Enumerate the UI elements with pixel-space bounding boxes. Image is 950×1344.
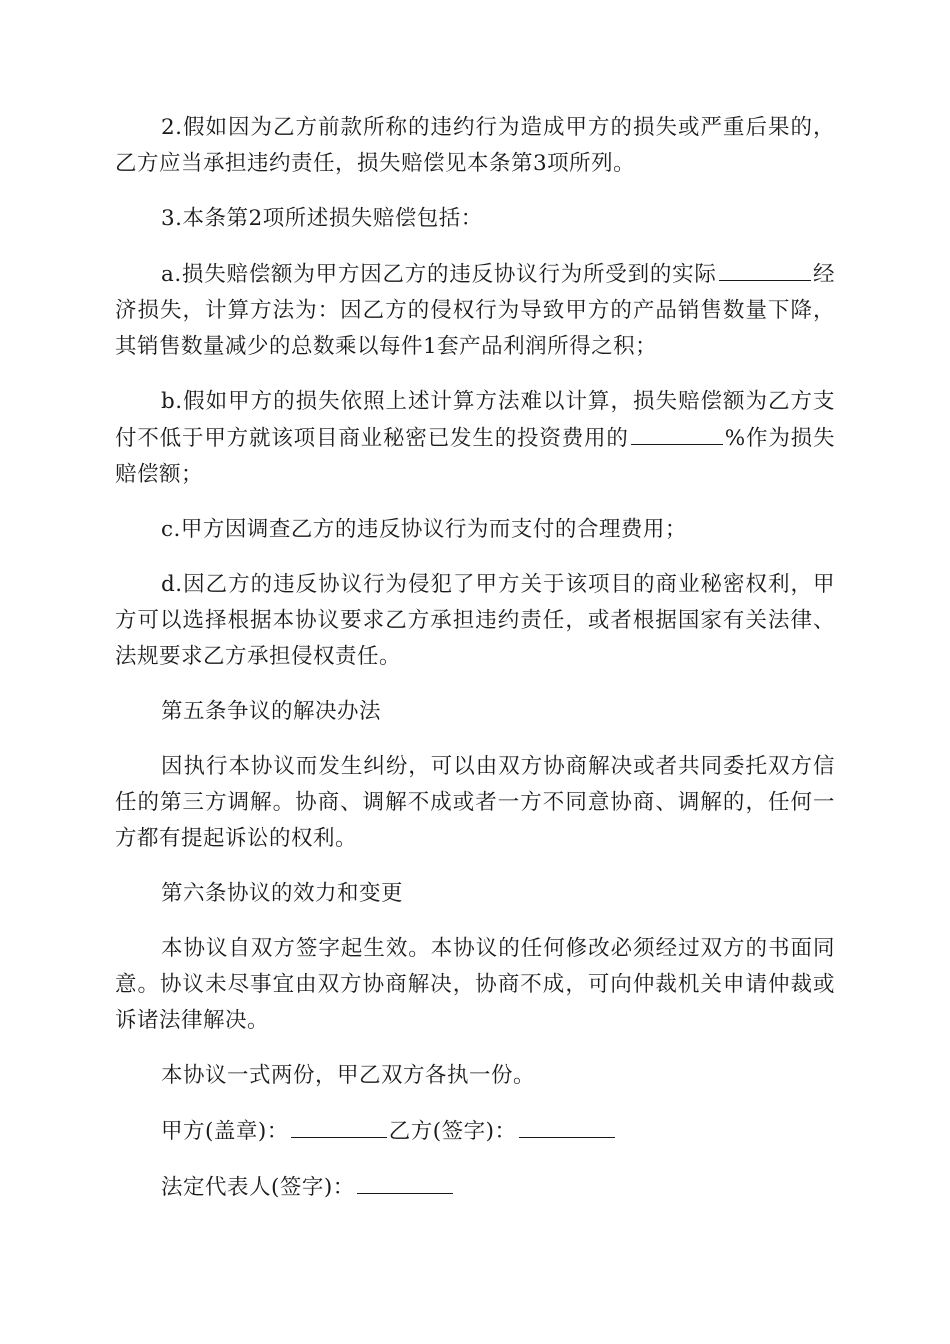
signature-line-legal-rep — [115, 1169, 835, 1206]
clause-c-text: c.甲方因调查乙方的违反协议行为而支付的合理费用； — [161, 517, 687, 542]
article-6-title-text: 第六条协议的效力和变更 — [161, 881, 404, 906]
clause-d-text: d.因乙方的违反协议行为侵犯了甲方关于该项目的商业秘密权利，甲方可以选择根据本协议要求乙方承担违约责任，或者根据国家有关法律、法规要求乙方承担侵权责任。 — [115, 572, 835, 669]
clause-2-paragraph — [115, 110, 835, 182]
clause-b-text-start: b.假如甲方的损失依照上述计算方法难以计算，损失赔偿额为乙方支付不低于甲方就该项目商业秘密已发生的投资费用的 — [115, 389, 835, 451]
party-b-signature-label: 乙方(签字)： — [388, 1119, 517, 1144]
copies-text: 本协议一式两份，甲乙双方各执一份。 — [161, 1063, 536, 1088]
document-page — [115, 110, 835, 1225]
clause-d-paragraph — [115, 567, 835, 675]
clause-b-paragraph — [115, 384, 835, 493]
legal-rep-signature-label: 法定代表人(签字)： — [161, 1175, 355, 1200]
clause-3-text: 3.本条第2项所述损失赔偿包括： — [161, 206, 483, 231]
legal-rep-signature-blank — [357, 1169, 453, 1194]
party-a-seal-label: 甲方(盖章)： — [161, 1119, 289, 1144]
clause-c-paragraph — [115, 512, 835, 548]
clause-a-text-end: 经济损失，计算方法为：因乙方的侵权行为导致甲方的产品销售数量下降，其销售数量减少的总数乘以每件1套产品利润所得之积； — [115, 262, 835, 359]
clause-3-paragraph — [115, 201, 835, 237]
party-a-seal-blank — [291, 1113, 387, 1138]
signature-line-parties — [115, 1113, 835, 1150]
clause-b-text-end: %作为损失赔偿额； — [115, 426, 835, 487]
copies-paragraph — [115, 1058, 835, 1094]
clause-2-text: 2.假如因为乙方前款所称的违约行为造成甲方的损失或严重后果的，乙方应当承担违约责任，损失赔偿见本条第3项所列。 — [115, 115, 835, 176]
article-5-body — [115, 749, 835, 857]
actual-loss-blank — [719, 256, 811, 281]
article-5-title — [115, 694, 835, 730]
clause-a-paragraph — [115, 256, 835, 365]
percentage-blank — [631, 420, 723, 445]
clause-a-text-start: a.损失赔偿额为甲方因乙方的违反协议行为所受到的实际 — [161, 262, 717, 287]
article-6-body — [115, 931, 835, 1039]
article-6-body-text: 本协议自双方签字起生效。本协议的任何修改必须经过双方的书面同意。协议未尽事宜由双方协商解决，协商不成，可向仲裁机关申请仲裁或诉诸法律解决。 — [115, 936, 835, 1033]
article-5-body-text: 因执行本协议而发生纠纷，可以由双方协商解决或者共同委托双方信任的第三方调解。协商、调解不成或者一方不同意协商、调解的，任何一方都有提起诉讼的权利。 — [115, 754, 835, 851]
party-b-signature-blank — [519, 1113, 615, 1138]
article-5-title-text: 第五条争议的解决办法 — [161, 699, 382, 724]
article-6-title — [115, 876, 835, 912]
